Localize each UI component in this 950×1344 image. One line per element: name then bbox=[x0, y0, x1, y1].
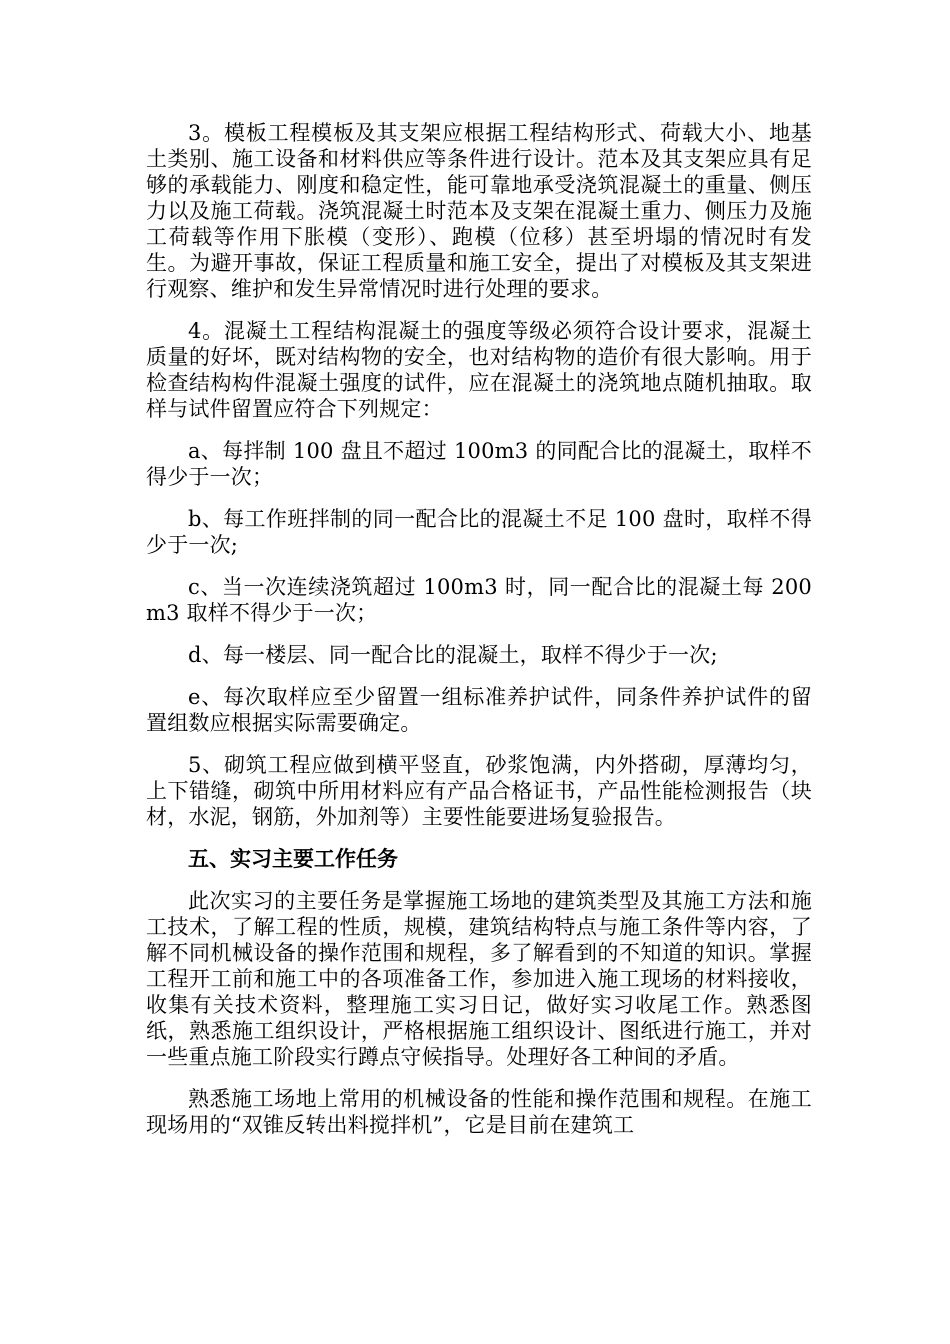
paragraph-rule-d: d、每一楼层、同一配合比的混凝土，取样不得少于一次; bbox=[188, 643, 718, 667]
paragraph-concrete: 4。混凝土工程结构混凝土的强度等级必须符合设计要求，混凝土质量的好坏，既对结构物的安全，也对结构物的造价有很大影响。用于检查结构构件混凝土强度的试件，应在混凝土的浇筑地点随机抽取。取样与试件留置应符合下列规定： bbox=[146, 319, 812, 421]
document-body bbox=[146, 120, 812, 1138]
paragraph-rule-b: b、每工作班拌制的同一配合比的混凝土不足 100 盘时，取样不得少于一次; bbox=[146, 507, 812, 557]
paragraph-rule-a: a、每拌制 100 盘且不超过 100m3 的同配合比的混凝土，取样不得少于一次； bbox=[146, 439, 812, 489]
paragraph-rule-c: c、当一次连续浇筑超过 100m3 时，同一配合比的混凝土每 200m3 取样不得少于一次； bbox=[146, 575, 812, 625]
paragraph-masonry: 5、砌筑工程应做到横平竖直，砂浆饱满，内外搭砌，厚薄均匀，上下错缝，砌筑中所用材料应有产品合格证书，产品性能检测报告（块材，水泥，钢筋，外加剂等）主要性能要进场复验报告。 bbox=[146, 753, 812, 829]
paragraph-formwork: 3。模板工程模板及其支架应根据工程结构形式、荷载大小、地基土类别、施工设备和材料供应等条件进行设计。范本及其支架应具有足够的承载能力、刚度和稳定性，能可靠地承受浇筑混凝土的重量、侧压力以及施工荷载。浇筑混凝土时范本及支架在混凝土重力、侧压力及施工荷载等作用下胀模（变形）、跑模（位移）甚至坍塌的情况时有发生。为避开事故，保证工程质量和施工安全，提出了对模板及其支架进行观察、维护和发生异常情况时进行处理的要求。 bbox=[146, 121, 812, 301]
paragraph-main-tasks: 此次实习的主要任务是掌握施工场地的建筑类型及其施工方法和施工技术，了解工程的性质，规模，建筑结构特点与施工条件等内容，了解不同机械设备的操作范围和规程，多了解看到的不知道的知识。掌握工程开工前和施工中的各项准备工作，参加进入施工现场的材料接收，收集有关技术资料，整理施工实习日记，做好实习收尾工作。熟悉图纸，熟悉施工组织设计，严格根据施工组织设计、图纸进行施工，并对一些重点施工阶段实行蹲点守候指导。处理好各工种间的矛盾。 bbox=[146, 889, 812, 1069]
paragraph-rule-e: e、每次取样应至少留置一组标准养护试件，同条件养护试件的留置组数应根据实际需要确定。 bbox=[146, 685, 812, 735]
section-heading: 五、实习主要工作任务 bbox=[188, 847, 398, 871]
paragraph-machinery: 熟悉施工场地上常用的机械设备的性能和操作范围和规程。在施工现场用的“双锥反转出料搅拌机”，它是目前在建筑工 bbox=[146, 1087, 812, 1137]
